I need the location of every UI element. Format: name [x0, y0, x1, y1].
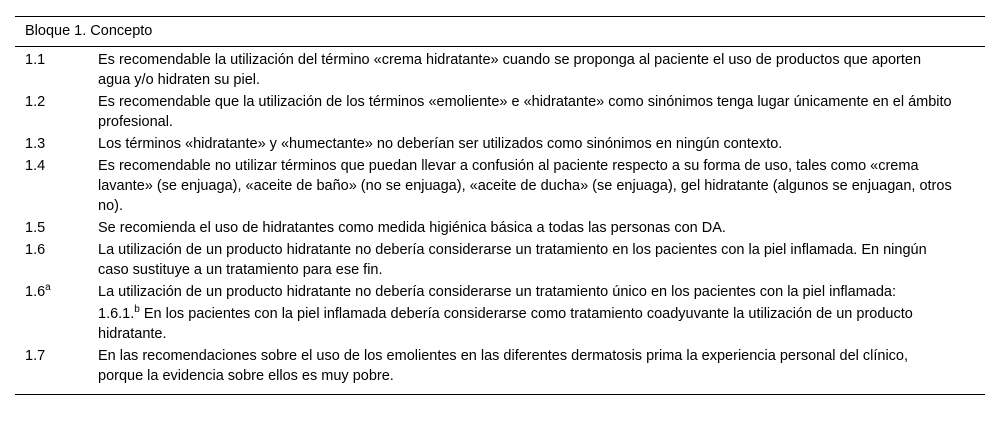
footnote-marker: a [45, 282, 51, 294]
row-text: Es recomendable la utilización del término «crema hidratante» cuando se proponga al paciente el uso de productos que aporten agua y/o hidraten su piel. [98, 52, 922, 88]
table-row [15, 134, 985, 154]
row-number: 1.1 [25, 52, 46, 68]
row-number: 1.6 [25, 242, 46, 258]
row-number [15, 282, 98, 344]
row-number: 1.3 [25, 136, 46, 152]
row-number: 1.5 [25, 220, 46, 236]
table-row [15, 282, 985, 344]
sub-item [98, 304, 957, 344]
table-row [15, 92, 985, 132]
recommendations-table [15, 16, 985, 395]
row-number: 1.4 [25, 158, 46, 174]
row-text: La utilización de un producto hidratante no debería considerarse un tratamiento en los pacientes con la piel inflamada. En ningún caso sustituye a un tratamiento para ese fin. [98, 242, 927, 278]
row-number: 1.7 [25, 348, 46, 364]
table-row [15, 156, 985, 216]
row-text-block [98, 282, 985, 344]
footnote-marker: b [134, 304, 140, 316]
table-row [15, 218, 985, 238]
table-body [15, 47, 985, 394]
row-text: En las recomendaciones sobre el uso de los emolientes en las diferentes dermatosis prima la experiencia personal del clínico, porque la evidencia sobre ellos es muy pobre. [98, 348, 909, 384]
table-row [15, 346, 985, 386]
row-text: Se recomienda el uso de hidratantes como medida higiénica básica a todas las personas con DA. [98, 220, 726, 236]
table-row [15, 240, 985, 280]
row-text: La utilización de un producto hidratante no debería considerarse un tratamiento único en los pacientes con la piel inflamada: [98, 284, 897, 300]
row-number-text: 1.6 [25, 284, 46, 300]
row-text: Es recomendable que la utilización de los términos «emoliente» e «hidratante» como sinónimos tenga lugar únicamente en el ámbito profesional. [98, 94, 952, 130]
sub-item-text: En los pacientes con la piel inflamada debería considerarse como tratamiento coadyuvante la utilización de un producto hidratante. [98, 306, 913, 342]
row-number: 1.2 [25, 94, 46, 110]
row-text: Es recomendable no utilizar términos que puedan llevar a confusión al paciente respecto a su forma de uso, tales como «crema lavante» (se enjuaga), «aceite de baño» (no se enjuaga), «aceite de ducha» (se enjuaga), gel hidratante (algunos se enjuagan, otros no). [98, 158, 952, 214]
sub-item-number: 1.6.1. [98, 306, 135, 322]
table-header: Bloque 1. Concepto [25, 23, 153, 39]
table-row [15, 50, 985, 90]
bottom-rule [15, 394, 985, 395]
row-text: Los términos «hidratante» y «humectante» no deberían ser utilizados como sinónimos en ningún contexto. [98, 136, 783, 152]
